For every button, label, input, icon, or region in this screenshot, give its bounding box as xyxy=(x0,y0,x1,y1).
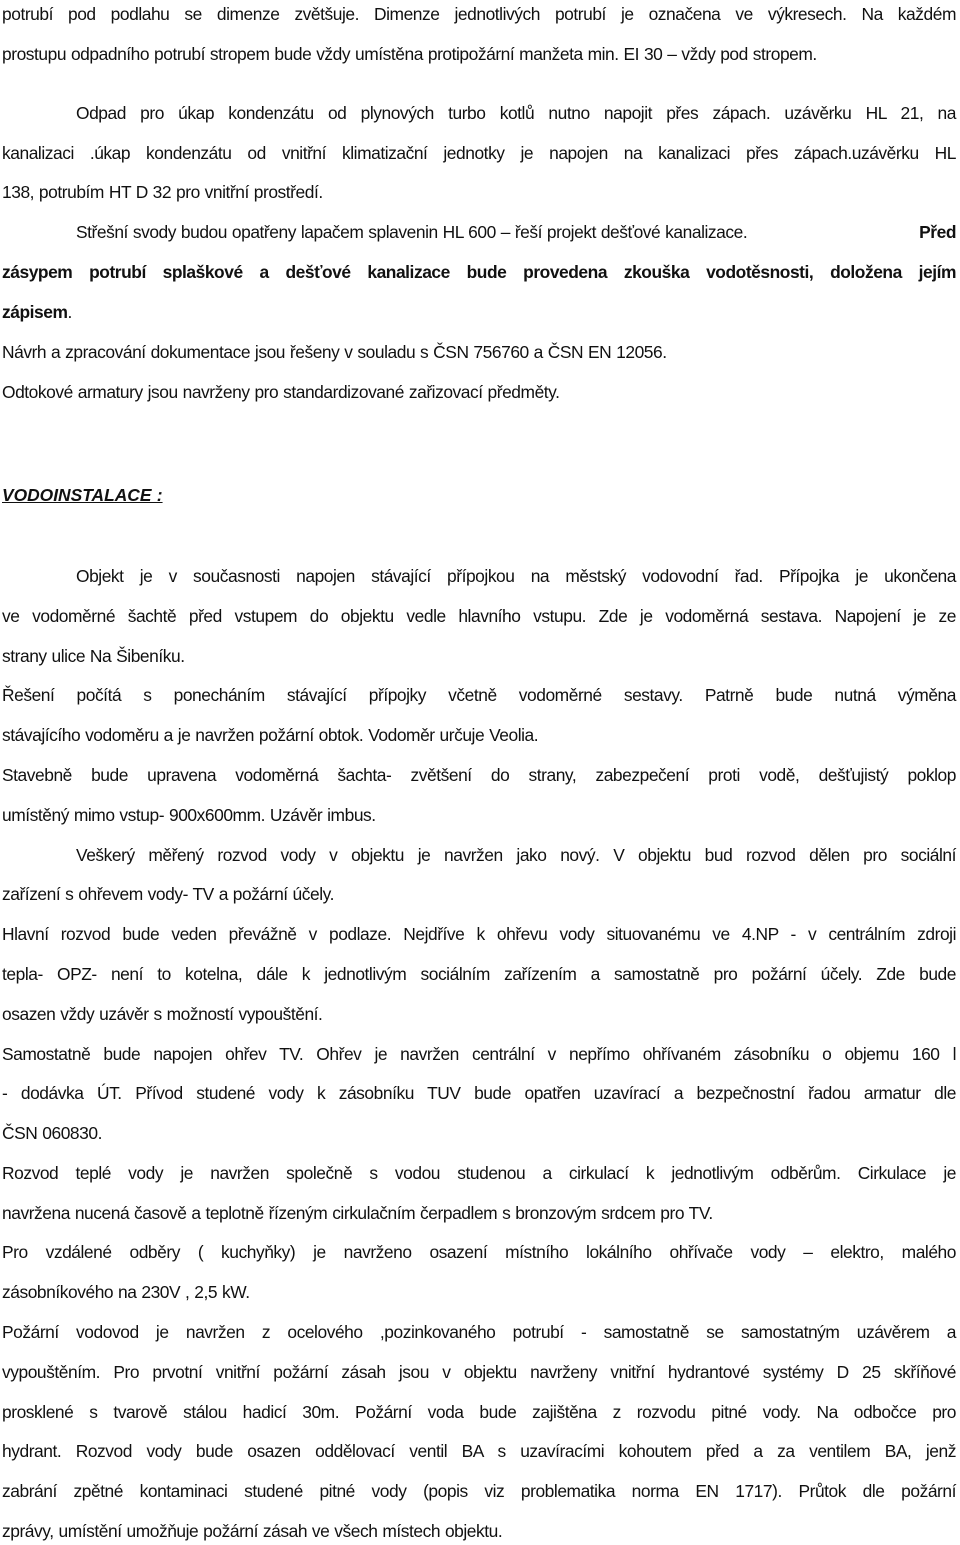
bold-text-segment: Před xyxy=(919,222,956,242)
bold-text-line: zásypem potrubí splaškové a dešťové kanalizace bude provedena zkouška vodotěsnosti, doložena jejím xyxy=(2,262,956,282)
text-line: Rozvod teplé vody je navržen společně s vodou studenou a cirkulací k jednotlivým odběrům. Cirkulace je xyxy=(2,1163,956,1183)
text-line: Odtokové armatury jsou navrženy pro standardizované zařizovací předměty. xyxy=(2,382,560,402)
text-line: tepla- OPZ- není to kotelna, dále k jednotlivým sociálním zařízením a samostatně pro požární účely. Zde bude xyxy=(2,964,956,984)
text-line: ve vodoměrné šachtě před vstupem do objektu vedle hlavního vstupu. Zde je vodoměrná sestava. Napojení je ze xyxy=(2,606,956,626)
text-line: Stavebně bude upravena vodoměrná šachta- zvětšení do strany, zabezpečení proti vodě, dešťujistý poklop xyxy=(2,765,956,785)
text-line-mixed xyxy=(2,300,956,324)
text-line: hydrant. Rozvod vody bude osazen oddělovací ventil BA s uzavíracími kohoutem před a za ventilem BA, jenž xyxy=(2,1441,956,1461)
text-line: stávajícího vodoměru a je navržen požární obtok. Vodoměr určuje Veolia. xyxy=(2,725,539,745)
text-line: prostupu odpadního potrubí stropem bude vždy umístěna protipožární manžeta min. EI 30 – vždy pod stropem. xyxy=(2,44,817,64)
text-line: zařízení s ohřevem vody- TV a požární účely. xyxy=(2,884,334,904)
text-line: umístěný mimo vstup- 900x600mm. Uzávěr imbus. xyxy=(2,805,376,825)
text-line: Návrh a zpracování dokumentace jsou řešeny v souladu s ČSN 756760 a ČSN EN 12056. xyxy=(2,342,667,362)
text-line: zabrání zpětné kontaminaci studené pitné vody (popis viz problematika norma EN 1717). Průtok dle požární xyxy=(2,1481,956,1501)
text-line: potrubí pod podlahu se dimenze zvětšuje. Dimenze jednotlivých potrubí je označena ve výkresech. Na každém xyxy=(2,4,956,24)
text-line: Odpad pro úkap kondenzátu od plynových turbo kotlů nutno napojit přes zápach. uzávěrku HL 21, na xyxy=(76,103,956,123)
bold-text-segment: zápisem xyxy=(2,302,68,322)
text-line: 138, potrubím HT D 32 pro vnitřní prostředí. xyxy=(2,182,323,202)
text-line: navržena nucená časově a teplotně řízeným cirkulačním čerpadlem s bronzovým srdcem pro TV. xyxy=(2,1203,713,1223)
text-line: osazen vždy uzávěr s možností vypouštění. xyxy=(2,1004,323,1024)
text-line: Požární vodovod je navržen z ocelového ,pozinkovaného potrubí - samostatně se samostatným uzávěrem a xyxy=(2,1322,956,1342)
text-line: ČSN 060830. xyxy=(2,1123,102,1143)
text-line: zprávy, umístění umožňuje požární zásah ve všech místech objektu. xyxy=(2,1521,503,1541)
text-line: vypouštěním. Pro prvotní vnitřní požární zásah jsou v objektu navrženy vnitřní hydrantové systémy D 25 skříňové xyxy=(2,1362,956,1382)
text-line: zásobníkového na 230V , 2,5 kW. xyxy=(2,1282,250,1302)
section-heading: VODOINSTALACE : xyxy=(2,485,163,505)
text-line-mixed xyxy=(76,220,956,244)
text-line: Pro vzdálené odběry ( kuchyňky) je navrženo osazení místního lokálního ohřívače vody – elektro, malého xyxy=(2,1242,956,1262)
text-line: Samostatně bude napojen ohřev TV. Ohřev je navržen centrální v nepřímo ohřívaném zásobníku o objemu 160 l xyxy=(2,1044,956,1064)
text-line: Řešení počítá s ponecháním stávající přípojky včetně vodoměrné sestavy. Patrně bude nutná výměna xyxy=(2,685,956,705)
text-line: - dodávka ÚT. Přívod studené vody k zásobníku TUV bude opatřen uzavírací a bezpečnostní řadou armatur dle xyxy=(2,1083,956,1103)
text-line: Objekt je v současnosti napojen stávající přípojkou na městský vodovodní řad. Přípojka je ukončena xyxy=(76,566,956,586)
text-line: strany ulice Na Šibeníku. xyxy=(2,646,185,666)
text-segment: Střešní svody budou opatřeny lapačem splavenin HL 600 – řeší projekt dešťové kanalizace. xyxy=(76,222,748,242)
text-line: Hlavní rozvod bude veden převážně v podlaze. Nejdříve k ohřevu vody situovanému ve 4.NP - v centrálním zdroji xyxy=(2,924,956,944)
text-segment: . xyxy=(67,302,72,322)
text-line: prosklené s tvarově stálou hadicí 30m. Požární voda bude zajištěna z rozvodu pitné vody. Na odbočce pro xyxy=(2,1402,956,1422)
text-line: Veškerý měřený rozvod vody v objektu je navržen jako nový. V objektu bud rozvod dělen pro sociální xyxy=(76,845,956,865)
text-line: kanalizaci .úkap kondenzátu od vnitřní klimatizační jednotky je napojen na kanalizaci přes zápach.uzávěrku HL xyxy=(2,143,956,163)
